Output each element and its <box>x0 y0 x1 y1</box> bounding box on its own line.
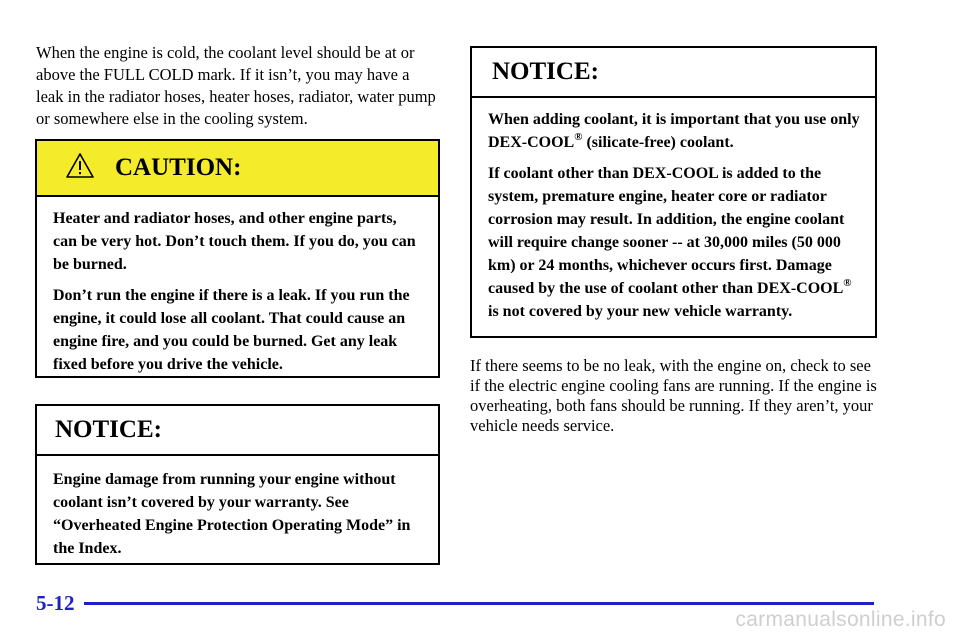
caution-title: CAUTION: <box>115 154 242 181</box>
notice-paragraph <box>488 108 861 154</box>
caution-paragraph: Heater and radiator hoses, and other engine parts, can be very hot. Don’t touch them. If you do, you can be burned. <box>53 210 416 273</box>
footer-rule <box>84 602 874 605</box>
page-number: 5-12 <box>36 591 75 615</box>
notice-box-right <box>470 46 877 338</box>
warning-triangle-icon <box>65 152 95 179</box>
notice-title: NOTICE: <box>492 58 599 85</box>
notice-header <box>37 406 438 456</box>
notice-title: NOTICE: <box>55 416 162 443</box>
notice-box-left <box>35 404 440 565</box>
notice-paragraph <box>488 162 861 323</box>
outro-paragraph: If there seems to be no leak, with the engine on, check to see if the electric engine cooling fans are running. If the engine is overheating, both fans should be running. If they aren’t, your vehicle needs service. <box>470 356 877 435</box>
notice-header <box>472 48 875 98</box>
notice-text: If coolant other than DEX-COOL is added to the system, premature engine, heater core or radiator corrosion may result. In addition, the engine coolant will require change sooner -- at 30,000 miles (50 000 km) or 24 months, whichever occurs first. Damage caused by the use of coolant other than DEX-COOL <box>488 165 845 297</box>
caution-header <box>37 141 438 197</box>
notice-text: is not covered by your new vehicle warranty. <box>488 303 793 320</box>
notice-text: (silicate-free) coolant. <box>582 134 734 151</box>
registered-mark: ® <box>843 277 852 289</box>
notice-paragraph: Engine damage from running your engine without coolant isn’t covered by your warranty. See “Overheated Engine Protection Operating Mode” in the Index. <box>53 471 411 557</box>
registered-mark: ® <box>574 131 583 143</box>
intro-paragraph: When the engine is cold, the coolant level should be at or above the FULL COLD mark. If it isn’t, you may have a leak in the radiator hoses, heater hoses, radiator, water pump or somewhere else in the cooling system. <box>36 43 436 128</box>
caution-box <box>35 139 440 378</box>
notice-body <box>37 456 438 560</box>
caution-paragraph: Don’t run the engine if there is a leak. If you run the engine, it could lose all coolant. That could cause an engine fire, and you could be burned. Get any leak fixed before you drive the vehicle. <box>53 287 410 373</box>
watermark: carmanualsonline.info <box>735 608 946 631</box>
caution-body <box>37 197 438 376</box>
notice-body <box>472 98 875 323</box>
notice-text: When adding coolant, it is important that you use only DEX-COOL <box>488 111 860 151</box>
